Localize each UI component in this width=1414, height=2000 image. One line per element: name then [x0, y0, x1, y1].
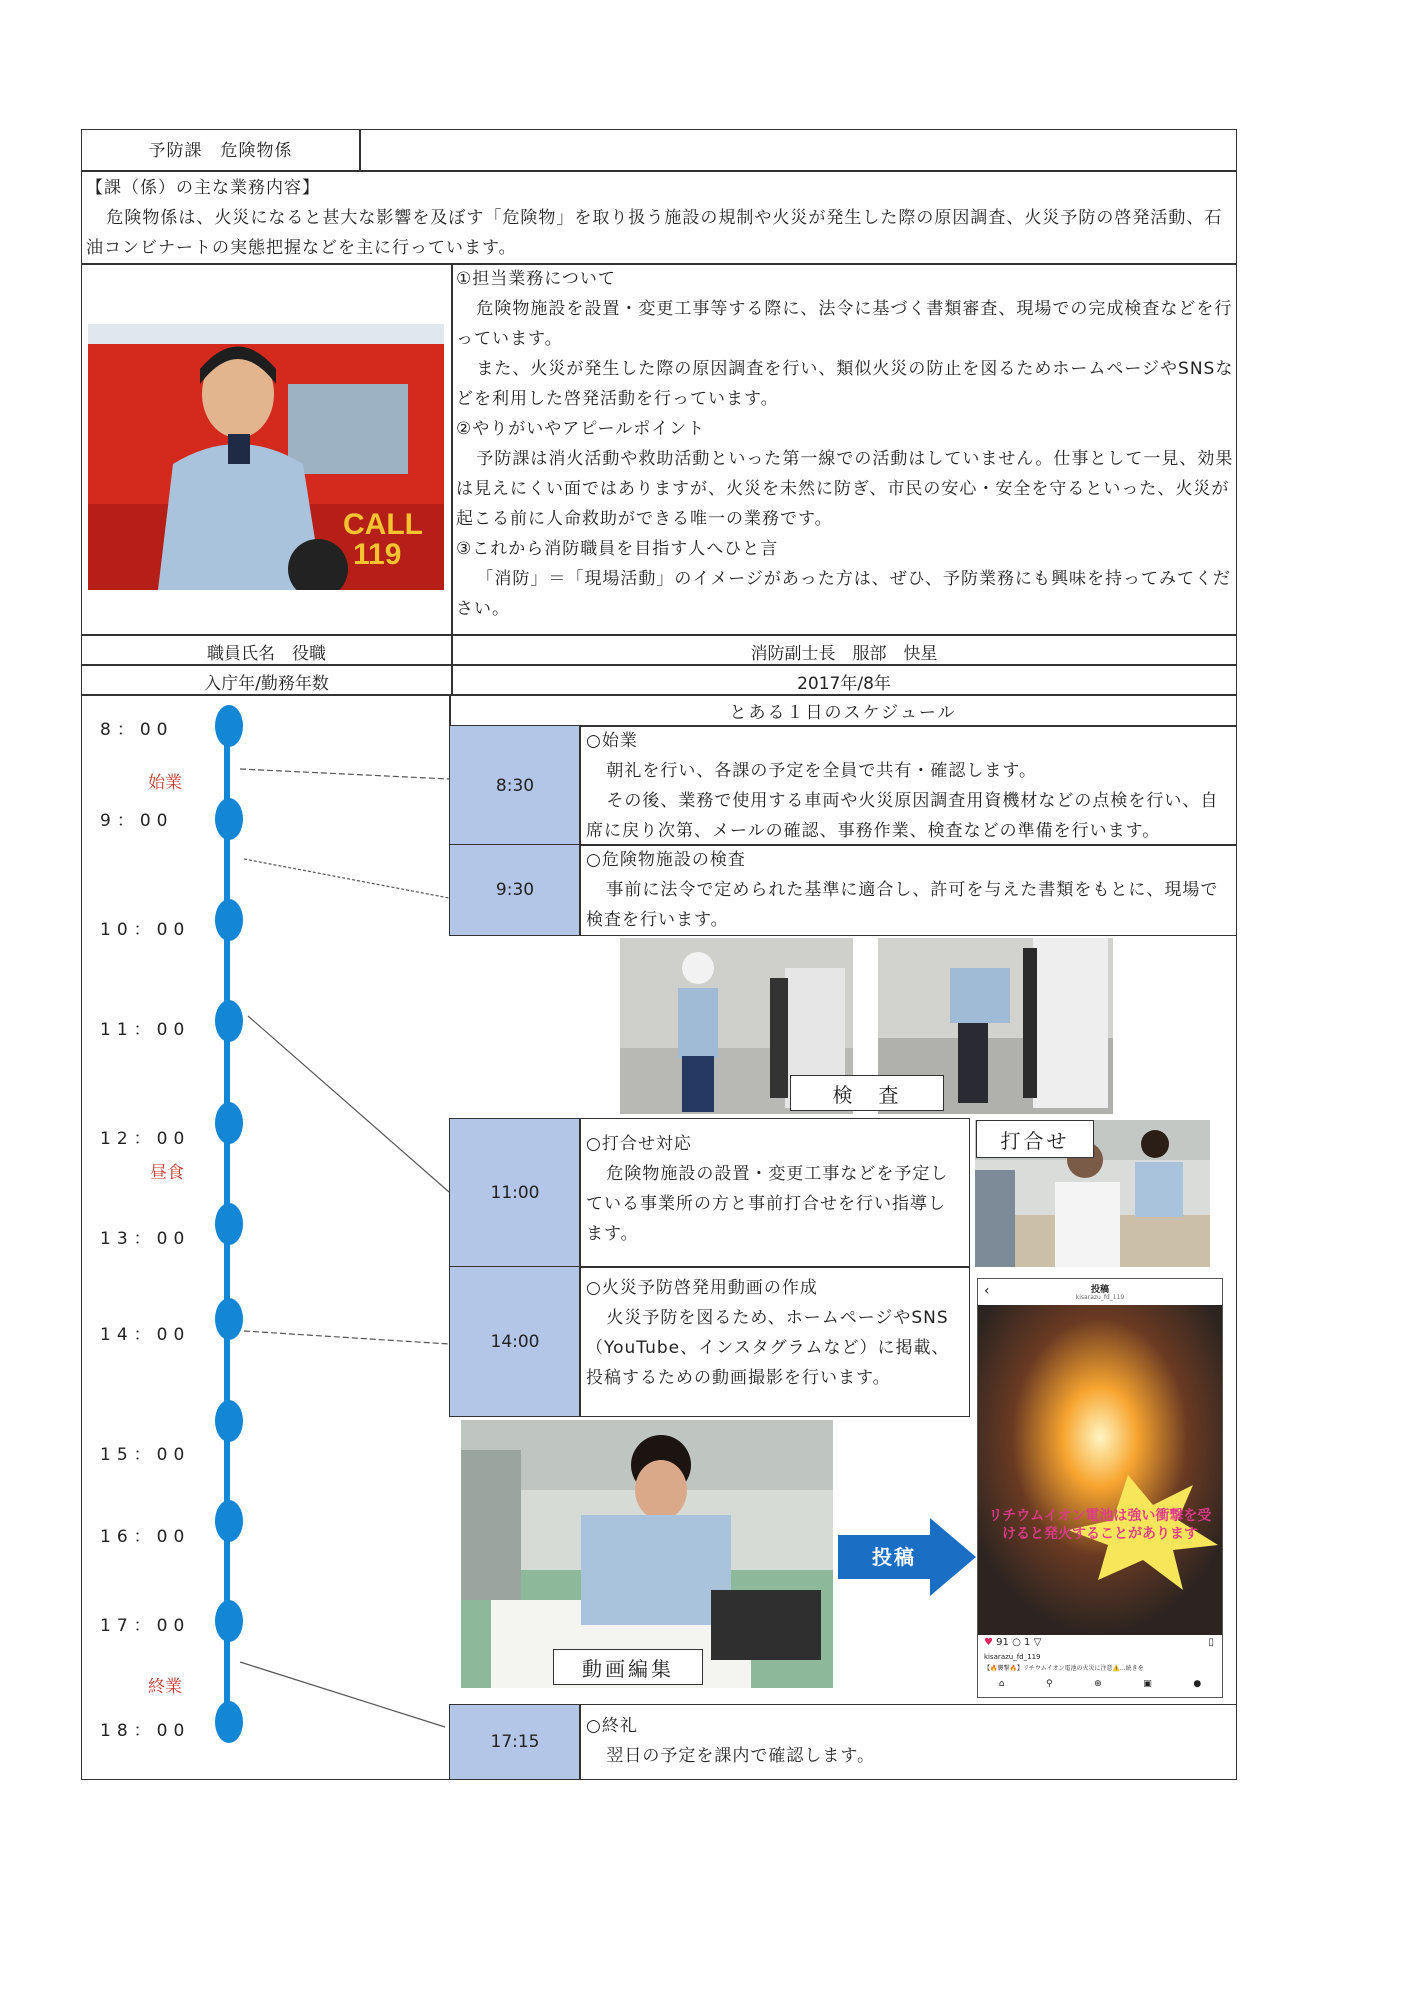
sns-nav — [978, 1679, 1222, 1689]
sns-post-screenshot — [977, 1278, 1223, 1698]
home-icon[interactable]: ⌂ — [998, 1679, 1005, 1689]
item-0830-body: 朝礼を行い、各課の予定を全員で共有・確認します。 — [606, 761, 1038, 781]
item-0830-body2: その後、業務で使用する車両や火災原因調査用資機材などの点検を行い、自席に戻り次第、メールの確認、事務作業、検査などの準備を行います。 — [586, 791, 1219, 841]
item-0930-body: 事前に法令で定められた基準に適合し、許可を与えた書類をもとに、現場で検査を行います。 — [586, 880, 1219, 930]
item-1715 — [579, 1704, 1237, 1780]
sns-account: kisarazu_fd_119 — [984, 1653, 1041, 1661]
message-heading: ③これから消防職員を目指す人へひと言 — [456, 539, 779, 559]
item-0830 — [579, 725, 1237, 846]
schedule-title: とある１日のスケジュール — [729, 703, 957, 723]
staff-year-value: 2017年/8年 — [797, 674, 891, 694]
time-box-1715: 17:15 — [449, 1704, 581, 1780]
time-label: 15：00 — [100, 1445, 191, 1465]
lunch-marker: 昼食 — [150, 1163, 184, 1183]
item-1715-title: ○終礼 — [586, 1716, 638, 1736]
duties-heading: ①担当業務について — [456, 269, 616, 289]
time-box-1400: 14:00 — [449, 1266, 581, 1417]
like-count: 91 — [996, 1637, 1009, 1648]
sns-back-icon: ‹ — [984, 1283, 990, 1299]
video-editing-caption: 動画編集 — [553, 1649, 703, 1685]
staff-name-label: 職員氏名 役職 — [207, 644, 326, 664]
inspection-caption: 検 査 — [790, 1075, 944, 1111]
add-icon[interactable]: ⊕ — [1094, 1679, 1102, 1689]
meeting-caption: 打合せ — [976, 1120, 1094, 1158]
sns-overlay-text: リチウムイオン電池は強い衝撃を受けると発火することがあります — [988, 1508, 1212, 1542]
time-label: 16：00 — [100, 1527, 191, 1547]
time-box-0930: 9:30 — [449, 844, 581, 936]
item-1100-body: 危険物施設の設置・変更工事などを予定している事業所の方と事前打合せを行い指導します。 — [586, 1164, 949, 1244]
bookmark-icon[interactable]: ▯ — [1208, 1637, 1214, 1648]
share-icon[interactable]: ▽ — [1033, 1637, 1042, 1648]
duties-text-2: また、火災が発生した際の原因調査を行い、類似火災の防止を図るためホームページやSNSなどを利用した啓発活動を行っています。 — [456, 359, 1234, 409]
time-label: 12：00 — [100, 1129, 191, 1149]
time-box-0830: 8:30 — [449, 725, 581, 846]
item-0930-title: ○危険物施設の検査 — [586, 850, 746, 870]
department-label: 予防課 危険物係 — [148, 141, 293, 161]
video-editing-photo — [461, 1420, 833, 1688]
time-label: 9：00 — [100, 811, 174, 831]
sns-image — [978, 1305, 1222, 1635]
comment-count: 1 — [1024, 1637, 1031, 1648]
item-1100 — [579, 1118, 970, 1268]
start-marker: 始業 — [148, 773, 182, 793]
staff-name-value: 消防副士長 服部 快星 — [750, 644, 938, 664]
time-label: 17：00 — [100, 1616, 191, 1636]
time-box-1100: 11:00 — [449, 1118, 581, 1268]
sns-handle-small: kisarazu_fd_119 — [1075, 1294, 1125, 1301]
appeal-heading: ②やりがいやアピールポイント — [456, 419, 706, 439]
time-label: 11：00 — [100, 1020, 191, 1040]
sns-header: 投稿 — [1090, 1285, 1109, 1295]
item-0830-title: ○始業 — [586, 731, 638, 751]
time-label: 14：00 — [100, 1325, 191, 1345]
sns-caption-line: 【🔥襲撃🔥】リチウムイオン電池の火災に注意⚠️...続きを — [984, 1665, 1144, 1672]
profile-icon[interactable]: ● — [1193, 1679, 1202, 1689]
time-label: 13：00 — [100, 1229, 191, 1249]
overview-body: 危険物係は、火災になると甚大な影響を及ぼす「危険物」を取り扱う施設の規制や火災が発生した際の原因調査、火災予防の啓発活動、石油コンビナートの実態把握などを主に行っています。 — [86, 208, 1223, 258]
sns-actions — [984, 1637, 1041, 1648]
svg-text:CALL: CALL — [343, 508, 423, 541]
post-arrow-label: 投稿 — [872, 1545, 916, 1569]
comment-icon[interactable]: ○ — [1012, 1637, 1021, 1648]
item-1400-body: 火災予防を図るため、ホームページやSNS（YouTube、インスタグラムなど）に掲載、投稿するための動画撮影を行います。 — [586, 1308, 950, 1388]
time-label: 18：00 — [100, 1721, 191, 1741]
item-1100-title: ○打合せ対応 — [586, 1134, 692, 1154]
svg-text:119: 119 — [353, 538, 402, 571]
time-label: 10：00 — [100, 920, 191, 940]
duties-text-1: 危険物施設を設置・変更工事等する際に、法令に基づく書類審査、現場での完成検査などを行っています。 — [456, 299, 1233, 349]
reels-icon[interactable]: ▣ — [1143, 1679, 1152, 1689]
appeal-text: 予防課は消火活動や救助活動といった第一線での活動はしていません。仕事として一見、効果は見えにくい面ではありますが、火災を未然に防ぎ、市民の安心・安全を守るといった、火災が起こる前に人命救助ができる唯一の業務です。 — [456, 449, 1234, 529]
item-1400-title: ○火災予防啓発用動画の作成 — [586, 1278, 818, 1298]
search-icon[interactable]: ⚲ — [1046, 1679, 1053, 1689]
item-1400 — [579, 1266, 970, 1417]
message-text: 「消防」＝「現場活動」のイメージがあった方は、ぜひ、予防業務にも興味を持ってみてください。 — [456, 569, 1232, 619]
heart-icon[interactable]: ♥ — [984, 1637, 993, 1648]
item-1715-body: 翌日の予定を課内で確認します。 — [606, 1746, 876, 1766]
overview-heading: 【課（係）の主な業務内容】 — [86, 178, 320, 198]
staff-year-label: 入庁年/勤務年数 — [204, 674, 329, 694]
end-marker: 終業 — [148, 1677, 182, 1697]
item-0930 — [579, 844, 1237, 936]
time-label: 8：00 — [100, 720, 174, 740]
